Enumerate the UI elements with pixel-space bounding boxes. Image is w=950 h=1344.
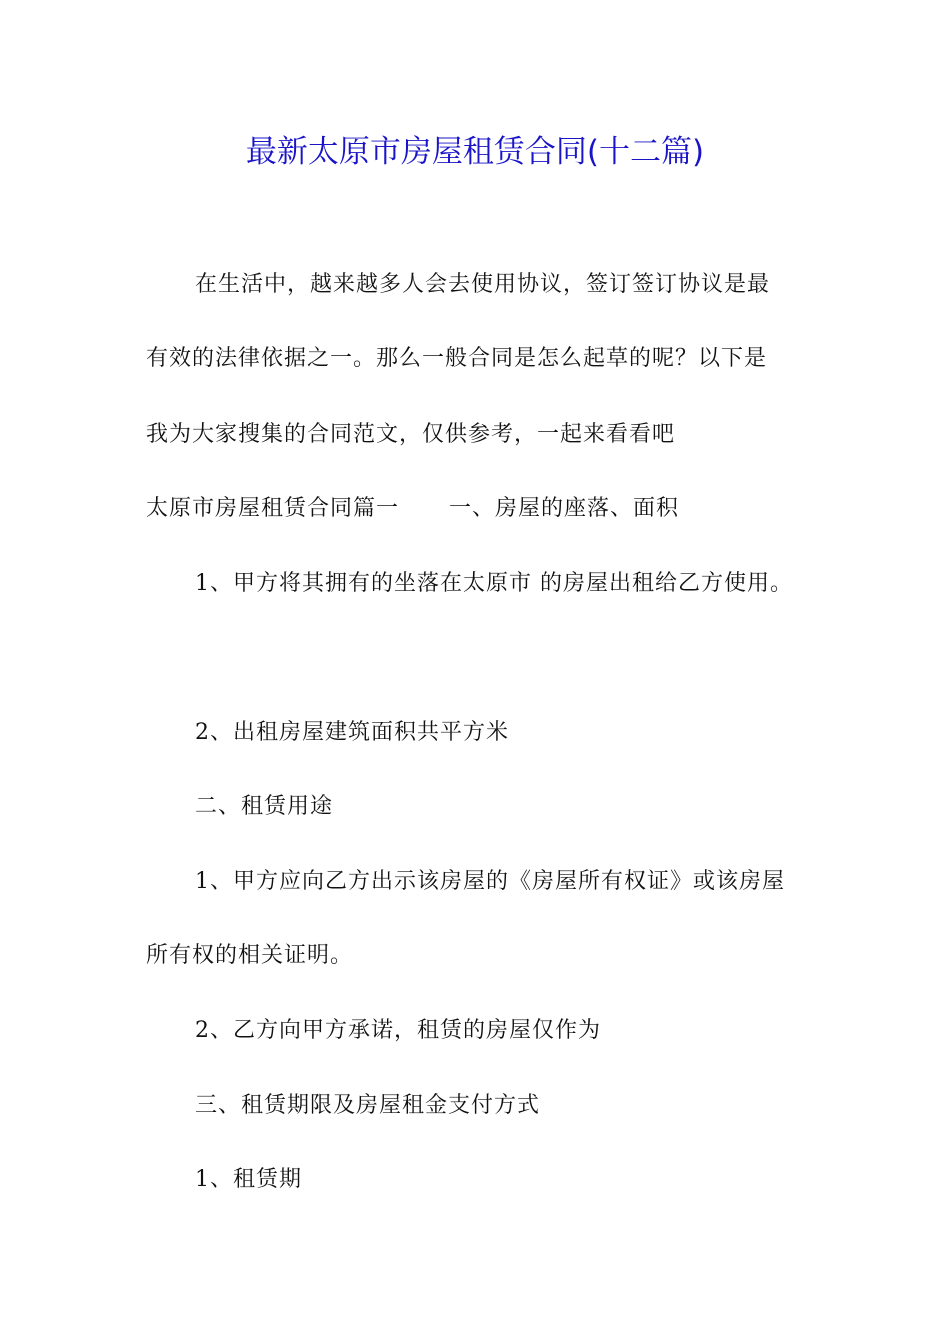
section-heading-line	[146, 494, 679, 524]
intro-paragraph-line-1: 在生活中，越来越多人会去使用协议，签订签订协议是最	[195, 272, 771, 297]
clause-3-title: 三、租赁期限及房屋租金支付方式	[195, 1093, 541, 1118]
intro-paragraph-line-3: 我为大家搜集的合同范文，仅供参考，一起来看看吧	[146, 422, 676, 447]
clause-1-item-2: 2、出租房屋建筑面积共平方米	[195, 720, 509, 745]
clause-1-item-1: 1、甲方将其拥有的坐落在太原市 的房屋出租给乙方使用。	[195, 571, 793, 596]
clause-2-item-2: 2、乙方向甲方承诺，租赁的房屋仅作为	[195, 1018, 601, 1043]
intro-paragraph-line-2: 有效的法律依据之一。那么一般合同是怎么起草的呢？以下是	[146, 346, 768, 371]
clause-2-item-1-line-1: 1、甲方应向乙方出示该房屋的《房屋所有权证》或该房屋	[195, 869, 785, 894]
clause-2-title: 二、租赁用途	[195, 794, 334, 819]
clause-3-item-1: 1、租赁期	[195, 1167, 302, 1192]
clause-2-item-1-line-2: 所有权的相关证明。	[146, 943, 354, 968]
section-heading: 太原市房屋租赁合同篇一	[146, 496, 400, 521]
document-title: 最新太原市房屋租赁合同(十二篇)	[245, 134, 705, 170]
clause-1-title: 一、房屋的座落、面积	[449, 496, 680, 521]
